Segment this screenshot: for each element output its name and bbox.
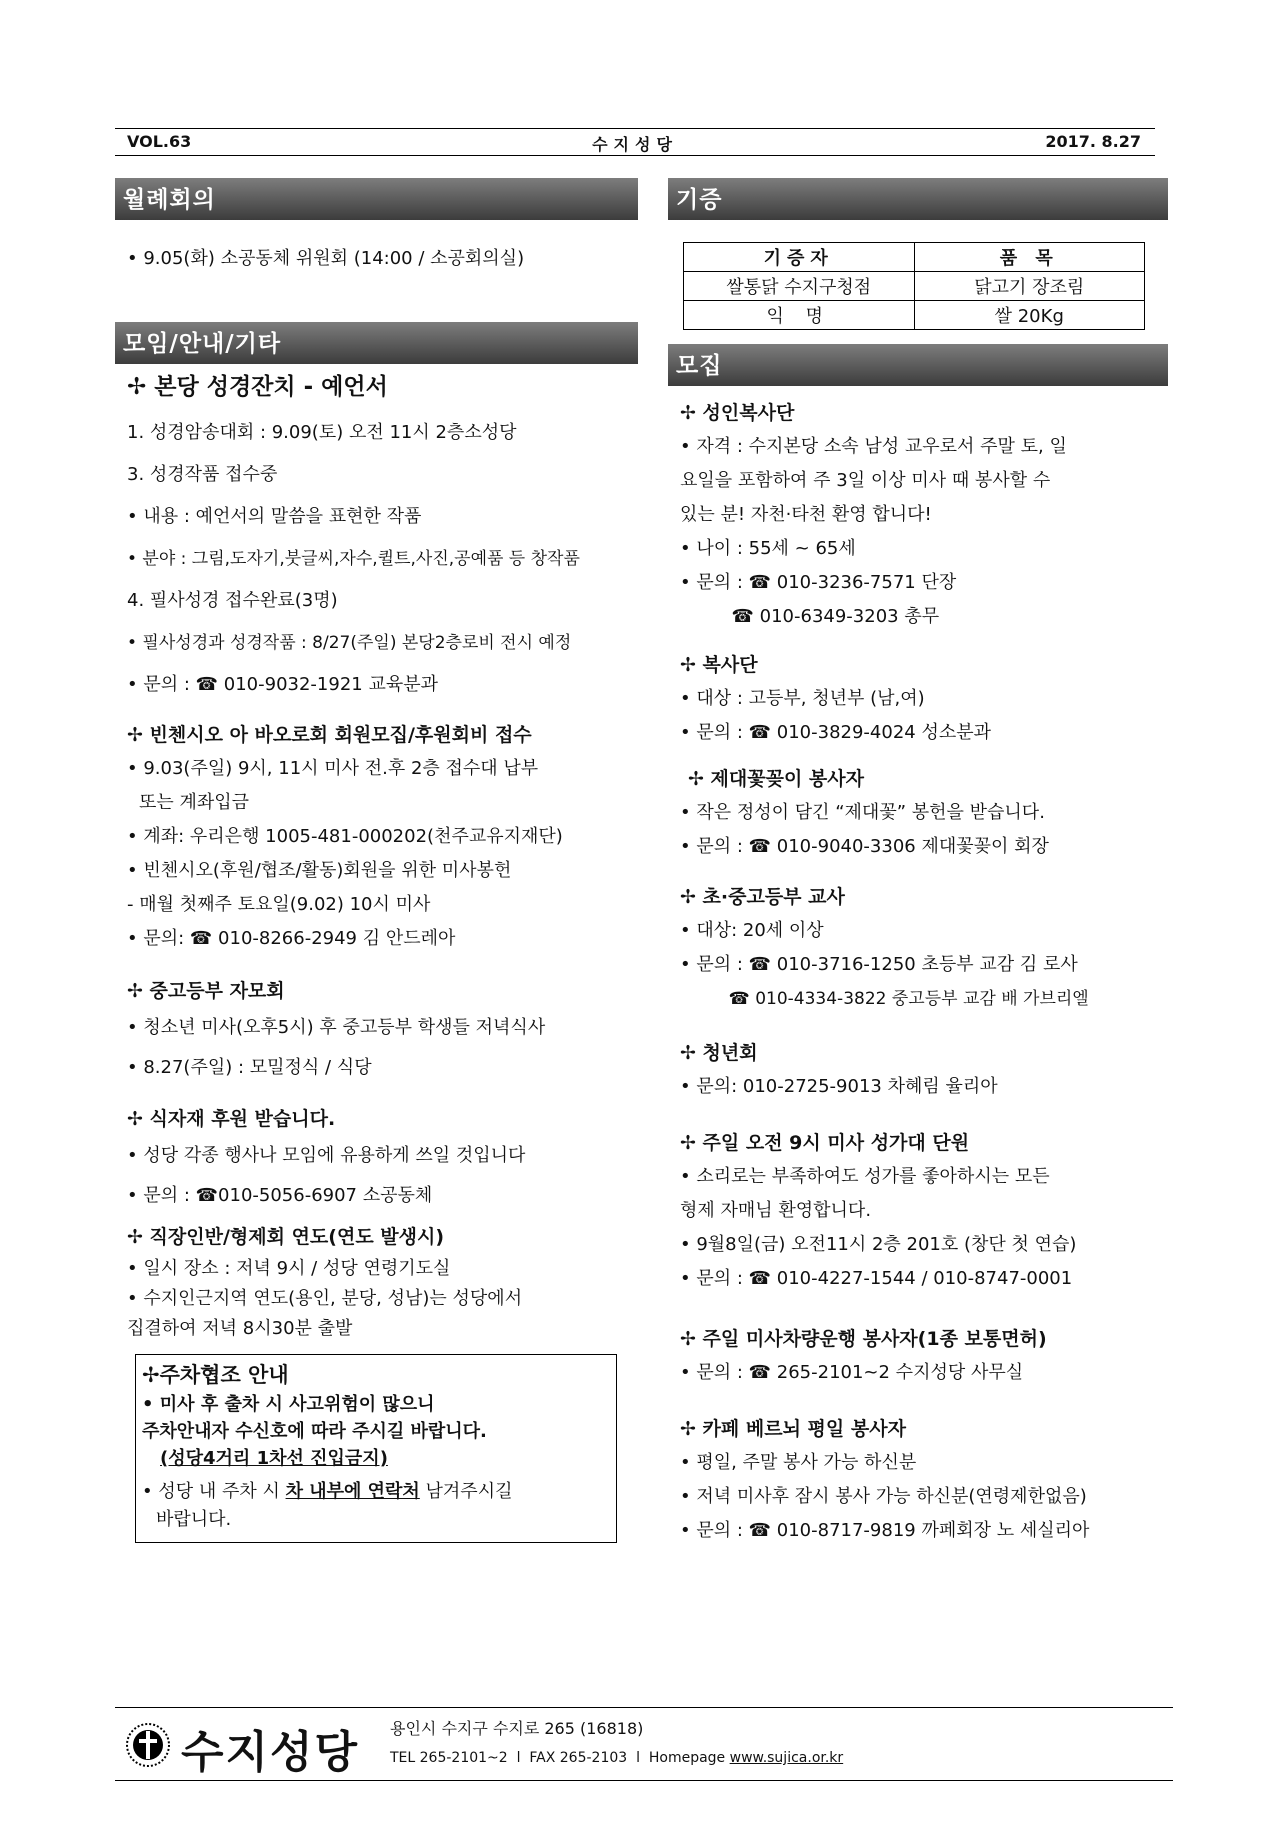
flower-heading: ✢ 제대꽃꽂이 봉사자 <box>688 768 864 790</box>
teacher-line: • 문의 : ☎ 010-3716-1250 초등부 교감 김 로사 <box>680 954 1078 975</box>
footer-address: 용인시 수지구 수지로 265 (16818) <box>390 1719 644 1738</box>
right-column <box>668 178 1168 1548</box>
bible-line: • 분야 : 그림,도자기,붓글씨,자수,퀼트,사진,공예품 등 창작품 <box>127 549 580 569</box>
donation-cell: 쌀 20Kg <box>914 301 1145 330</box>
section-gather-title: 모임/안내/기타 <box>115 322 638 364</box>
section-monthly-title: 월례회의 <box>115 178 638 220</box>
parking-no-entry: (성당4거리 1차선 진입금지) <box>160 1448 388 1469</box>
adult-server-line: 요일을 포함하여 주 3일 이상 미사 때 봉사할 수 <box>680 470 1051 491</box>
vincent-line: • 빈첸시오(후원/협조/활동)회원을 위한 미사봉헌 <box>127 860 512 881</box>
food-line: • 성당 각종 행사나 모임에 유용하게 쓰일 것입니다 <box>127 1145 526 1166</box>
header-bar <box>115 128 1155 156</box>
footer-contact <box>390 1750 843 1766</box>
issue-date: 2017. 8.27 <box>1045 132 1141 151</box>
left-column <box>115 178 638 1543</box>
footer-contact-text: TEL 265-2101~2 l FAX 265-2103 l Homepage <box>390 1750 730 1766</box>
donation-cell: 닭고기 장조림 <box>914 272 1145 301</box>
worker-line: 집결하여 저녁 8시30분 출발 <box>127 1318 353 1339</box>
church-cross-logo-icon <box>125 1722 171 1768</box>
parking-heading: ✢주차협조 안내 <box>142 1363 289 1387</box>
cafe-line: • 문의 : ☎ 010-8717-9819 까페회장 노 세실리아 <box>680 1520 1090 1541</box>
bible-line: 4. 필사성경 접수완료(3명) <box>127 590 338 611</box>
adult-server-line: • 문의 : ☎ 010-3236-7571 단장 <box>680 572 957 593</box>
choir-heading: ✢ 주일 오전 9시 미사 성가대 단원 <box>680 1132 970 1154</box>
altar-server-line: • 문의 : ☎ 010-3829-4024 성소분과 <box>680 722 992 743</box>
cafe-line: • 저녁 미사후 잠시 봉사 가능 하신분(연령제한없음) <box>680 1486 1087 1507</box>
church-name-logo: 수지성당 <box>181 1727 360 1778</box>
food-line: • 문의 : ☎010-5056-6907 소공동체 <box>127 1185 433 1206</box>
donation-header-donor: 기증자 <box>684 243 915 272</box>
adult-server-heading: ✢ 성인복사단 <box>680 402 795 424</box>
parking-text: • 성당 내 주차 시 <box>142 1481 286 1502</box>
altar-server-line: • 대상 : 고등부, 청년부 (남,여) <box>680 688 925 709</box>
choir-line: 형제 자매님 환영합니다. <box>680 1200 872 1221</box>
bulletin-title: 수지성당 <box>592 135 678 154</box>
flower-line: • 작은 정성이 담긴 “제대꽃” 봉헌을 받습니다. <box>680 802 1045 823</box>
volume-label: VOL.63 <box>127 132 192 151</box>
adult-server-line: 있는 분! 자천·타천 환영 합니다! <box>680 504 932 525</box>
parking-line <box>142 1445 610 1472</box>
donation-cell: 쌀통닭 수지구청점 <box>684 272 915 301</box>
vincent-line: • 계좌: 우리은행 1005-481-000202(천주교유지재단) <box>127 826 563 847</box>
donation-header-item: 품 목 <box>914 243 1145 272</box>
vincent-line: • 문의: ☎ 010-8266-2949 김 안드레아 <box>127 928 456 949</box>
vincent-line: 또는 계좌입금 <box>139 792 250 813</box>
homepage-link[interactable]: www.sujica.or.kr <box>729 1750 844 1766</box>
adult-server-line: • 나이 : 55세 ~ 65세 <box>680 538 856 559</box>
youth-heading: ✢ 청년회 <box>680 1042 758 1064</box>
bible-line: • 내용 : 예언서의 말씀을 표현한 작품 <box>127 506 422 527</box>
teacher-line: ☎ 010-4334-3822 중고등부 교감 배 가브리엘 <box>680 989 1089 1009</box>
vincent-heading: ✢ 빈첸시오 아 바오로회 회원모집/후원회비 접수 <box>127 724 532 746</box>
flower-line: • 문의 : ☎ 010-9040-3306 제대꽃꽂이 회장 <box>680 836 1049 857</box>
youth-line: • 문의: 010-2725-9013 차혜림 율리아 <box>680 1076 998 1097</box>
choir-line: • 소리로는 부족하여도 성가를 좋아하시는 모든 <box>680 1166 1050 1187</box>
vincent-line: - 매월 첫째주 토요일(9.02) 10시 미사 <box>127 894 431 915</box>
footer <box>115 1707 1173 1781</box>
bible-line: 1. 성경암송대회 : 9.09(토) 오전 11시 2층소성당 <box>127 422 517 443</box>
teacher-heading: ✢ 초·중고등부 교사 <box>680 886 845 908</box>
section-recruit-title: 모집 <box>668 344 1168 386</box>
parking-notice-box <box>135 1354 617 1543</box>
cafe-heading: ✢ 카페 베르뇌 평일 봉사자 <box>680 1418 906 1440</box>
adult-server-line: ☎ 010-6349-3203 총무 <box>680 606 940 627</box>
worker-line: • 수지인근지역 연도(용인, 분당, 성남)는 성당에서 <box>127 1288 523 1309</box>
parking-contact-emphasis: 차 내부에 연락처 <box>285 1481 420 1502</box>
donation-table <box>683 242 1145 330</box>
food-heading: ✢ 식자재 후원 받습니다. <box>127 1108 336 1130</box>
bible-festival-heading: ✢ 본당 성경잔치 - 예언서 <box>127 374 388 400</box>
parking-line: 주차안내자 수신호에 따라 주시길 바랍니다. <box>142 1421 487 1442</box>
cafe-line: • 평일, 주말 봉사 가능 하신분 <box>680 1452 917 1473</box>
parking-line: 바랍니다. <box>156 1509 232 1530</box>
parking-line <box>142 1476 610 1508</box>
worker-line: • 일시 장소 : 저녁 9시 / 성당 연령기도실 <box>127 1258 451 1279</box>
driver-heading: ✢ 주일 미사차량운행 봉사자(1종 보통면허) <box>680 1328 1047 1350</box>
choir-line: • 9월8일(금) 오전11시 2층 201호 (창단 첫 연습) <box>680 1234 1077 1255</box>
parents-heading: ✢ 중고등부 자모회 <box>127 980 285 1002</box>
parking-line: • 미사 후 출차 시 사고위험이 많으니 <box>142 1394 435 1415</box>
donation-cell: 익 명 <box>684 301 915 330</box>
bible-line: • 필사성경과 성경작품 : 8/27(주일) 본당2층로비 전시 예정 <box>127 633 572 653</box>
adult-server-line: • 자격 : 수지본당 소속 남성 교우로서 주말 토, 일 <box>680 436 1067 457</box>
vincent-line: • 9.03(주일) 9시, 11시 미사 전.후 2층 접수대 납부 <box>127 758 539 779</box>
altar-server-heading: ✢ 복사단 <box>680 654 758 676</box>
monthly-item: • 9.05(화) 소공동체 위원회 (14:00 / 소공회의실) <box>127 248 525 269</box>
worker-heading: ✢ 직장인반/형제회 연도(연도 발생시) <box>127 1226 445 1248</box>
section-donation-title: 기증 <box>668 178 1168 220</box>
parking-text: 남겨주시길 <box>419 1481 513 1502</box>
choir-line: • 문의 : ☎ 010-4227-1544 / 010-8747-0001 <box>680 1268 1073 1289</box>
teacher-line: • 대상: 20세 이상 <box>680 920 824 941</box>
bible-line: 3. 성경작품 접수중 <box>127 464 278 485</box>
driver-line: • 문의 : ☎ 265-2101~2 수지성당 사무실 <box>680 1362 1024 1383</box>
parents-line: • 8.27(주일) : 모밀정식 / 식당 <box>127 1057 372 1078</box>
bible-line: • 문의 : ☎ 010-9032-1921 교육분과 <box>127 674 439 695</box>
parents-line: • 청소년 미사(오후5시) 후 중고등부 학생들 저녁식사 <box>127 1017 546 1038</box>
